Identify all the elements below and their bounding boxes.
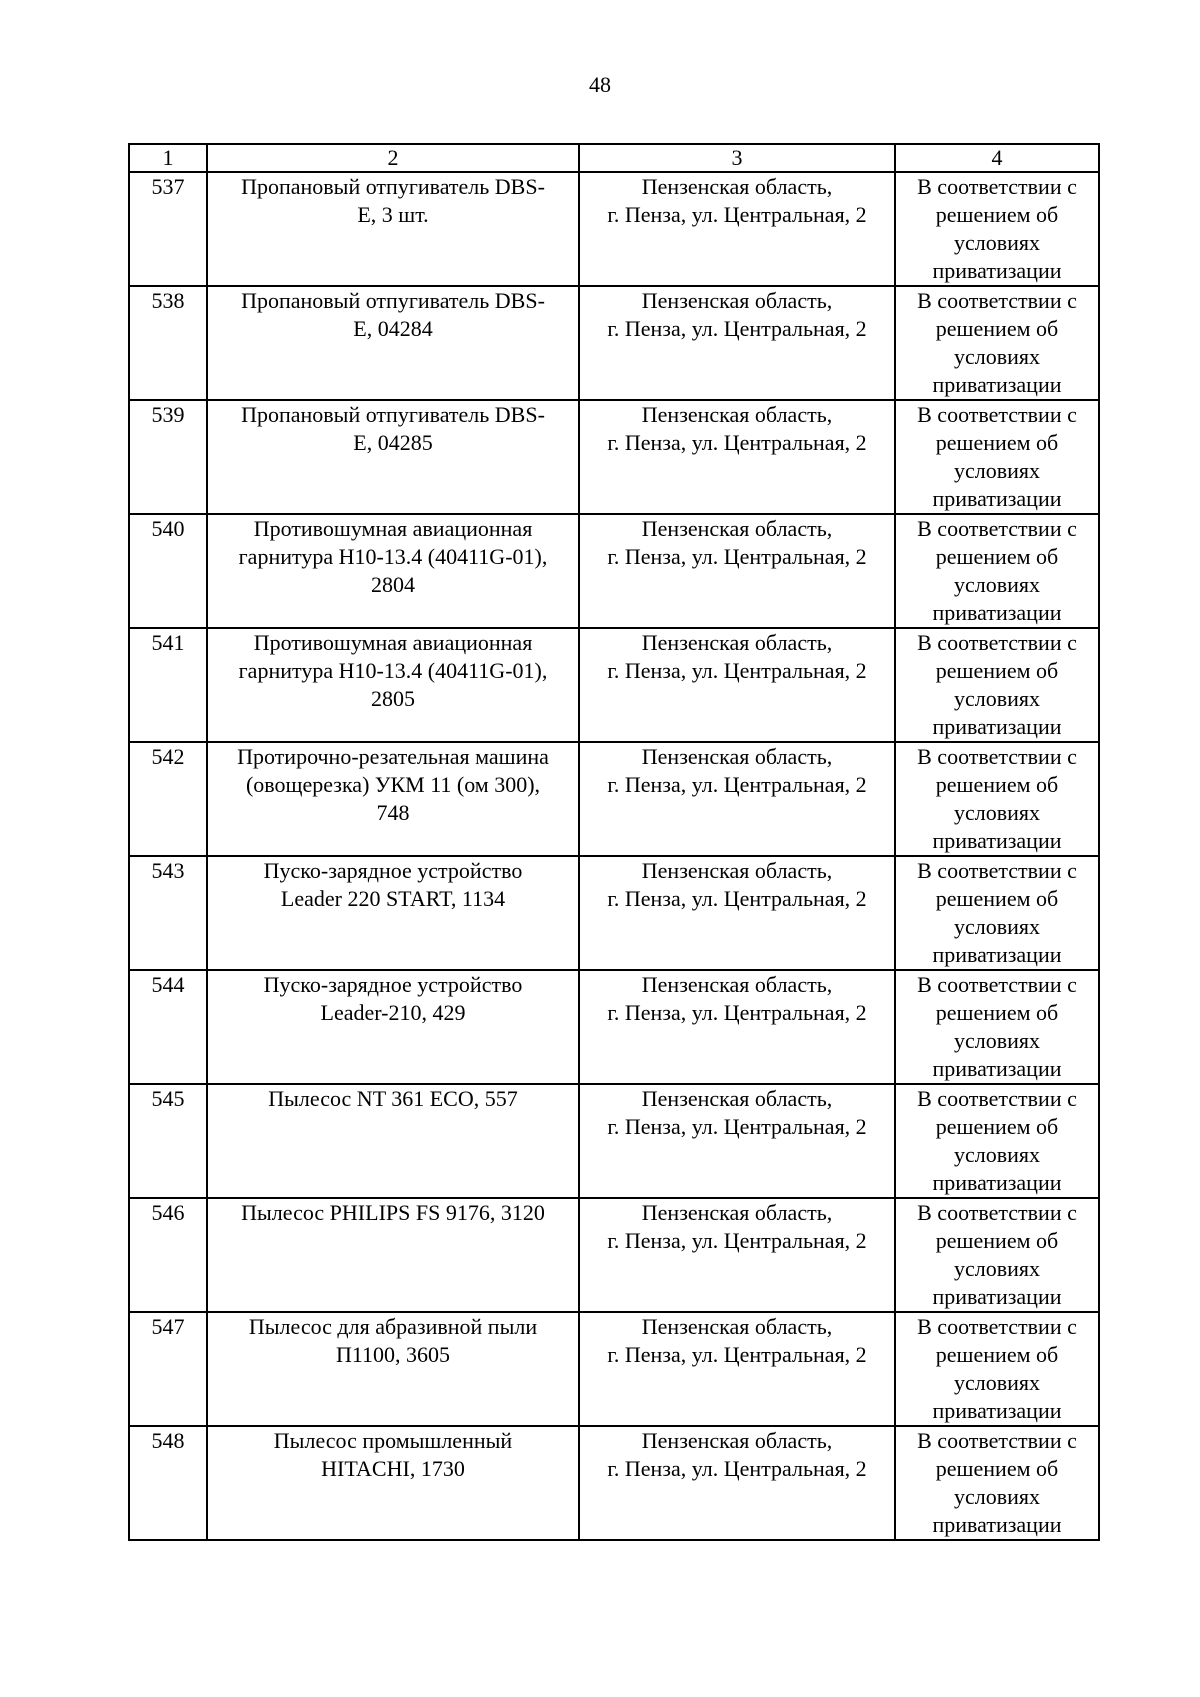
table-body xyxy=(129,172,1099,1540)
privatization-terms-line: В соответствии с xyxy=(917,630,1077,655)
item-name-line: (овощерезка) УКМ 11 (ом 300), xyxy=(245,772,541,797)
table-row xyxy=(129,742,1099,856)
row-number-cell: 542 xyxy=(129,742,207,856)
item-name-line: E, 04285 xyxy=(353,430,433,455)
item-name-line: Пропановый отпугиватель DBS- xyxy=(241,402,545,427)
privatization-terms-line: В соответствии с xyxy=(917,744,1077,769)
item-name-cell xyxy=(207,856,579,970)
item-name-line: гарнитура Н10-13.4 (40411G-01), xyxy=(238,544,548,569)
privatization-terms-line: В соответствии с xyxy=(917,174,1077,199)
address-line: г. Пенза, ул. Центральная, 2 xyxy=(607,658,867,683)
privatization-terms-cell xyxy=(895,742,1099,856)
privatization-terms-line: условиях xyxy=(953,344,1041,369)
item-name-line: HITACHI, 1730 xyxy=(321,1456,465,1481)
table-row xyxy=(129,628,1099,742)
address-line: г. Пенза, ул. Центральная, 2 xyxy=(607,1342,867,1367)
item-name-line: Leader 220 START, 1134 xyxy=(280,886,506,911)
address-line: г. Пенза, ул. Центральная, 2 xyxy=(607,544,867,569)
privatization-terms-line: решением об xyxy=(935,202,1059,227)
privatization-terms-cell xyxy=(895,400,1099,514)
item-name-line: П1100, 3605 xyxy=(335,1342,451,1367)
privatization-terms-line: приватизации xyxy=(932,714,1062,739)
address-line: г. Пенза, ул. Центральная, 2 xyxy=(607,1228,867,1253)
item-name-cell xyxy=(207,1426,579,1540)
privatization-terms-line: приватизации xyxy=(932,828,1062,853)
item-name-line: Противошумная авиационная xyxy=(253,630,533,655)
address-line: г. Пенза, ул. Центральная, 2 xyxy=(607,772,867,797)
privatization-terms-line: приватизации xyxy=(932,1170,1062,1195)
privatization-terms-line: решением об xyxy=(935,1342,1059,1367)
privatization-terms-cell xyxy=(895,970,1099,1084)
item-name-line: Пуско-зарядное устройство xyxy=(263,858,523,883)
privatization-terms-cell xyxy=(895,856,1099,970)
address-line: г. Пенза, ул. Центральная, 2 xyxy=(607,202,867,227)
item-name-line: E, 3 шт. xyxy=(357,202,429,227)
address-line: Пензенская область, xyxy=(641,288,833,313)
address-line: Пензенская область, xyxy=(641,1200,833,1225)
row-number-cell: 540 xyxy=(129,514,207,628)
privatization-terms-line: условиях xyxy=(953,686,1041,711)
header-cell-3: 3 xyxy=(579,144,895,172)
item-name-line: Пылесос для абразивной пыли xyxy=(248,1314,538,1339)
privatization-terms-line: приватизации xyxy=(932,1284,1062,1309)
address-line: г. Пенза, ул. Центральная, 2 xyxy=(607,1456,867,1481)
address-line: г. Пенза, ул. Центральная, 2 xyxy=(607,430,867,455)
privatization-terms-line: В соответствии с xyxy=(917,402,1077,427)
privatization-terms-line: решением об xyxy=(935,1114,1059,1139)
address-cell xyxy=(579,628,895,742)
header-row xyxy=(129,144,1099,172)
header-cell-2: 2 xyxy=(207,144,579,172)
item-name-cell xyxy=(207,400,579,514)
privatization-terms-line: В соответствии с xyxy=(917,972,1077,997)
address-line: Пензенская область, xyxy=(641,174,833,199)
privatization-terms-line: В соответствии с xyxy=(917,1200,1077,1225)
row-number-cell: 547 xyxy=(129,1312,207,1426)
item-name-line: гарнитура Н10-13.4 (40411G-01), xyxy=(238,658,548,683)
privatization-terms-line: условиях xyxy=(953,572,1041,597)
row-number-cell: 545 xyxy=(129,1084,207,1198)
row-number-cell: 548 xyxy=(129,1426,207,1540)
address-cell xyxy=(579,1198,895,1312)
row-number-cell: 539 xyxy=(129,400,207,514)
privatization-terms-line: условиях xyxy=(953,1142,1041,1167)
item-name-line: Пылесос NT 361 ECO, 557 xyxy=(268,1086,518,1111)
privatization-terms-line: условиях xyxy=(953,1370,1041,1395)
address-line: Пензенская область, xyxy=(641,516,833,541)
privatization-terms-line: решением об xyxy=(935,316,1059,341)
address-cell xyxy=(579,742,895,856)
address-cell xyxy=(579,856,895,970)
row-number-cell: 543 xyxy=(129,856,207,970)
privatization-terms-line: условиях xyxy=(953,230,1041,255)
table-row xyxy=(129,1312,1099,1426)
privatization-terms-line: приватизации xyxy=(932,942,1062,967)
privatization-terms-cell xyxy=(895,1084,1099,1198)
table-row xyxy=(129,400,1099,514)
address-line: Пензенская область, xyxy=(641,1314,833,1339)
address-cell xyxy=(579,1084,895,1198)
row-number-cell: 546 xyxy=(129,1198,207,1312)
address-cell xyxy=(579,1426,895,1540)
item-name-line: Пуско-зарядное устройство xyxy=(263,972,523,997)
table-row xyxy=(129,286,1099,400)
item-name-line: 2804 xyxy=(371,572,415,597)
item-name-line: E, 04284 xyxy=(353,316,433,341)
address-line: Пензенская область, xyxy=(641,972,833,997)
table-row xyxy=(129,1426,1099,1540)
privatization-terms-line: приватизации xyxy=(932,1056,1062,1081)
item-name-line: Противошумная авиационная xyxy=(253,516,533,541)
item-name-cell xyxy=(207,628,579,742)
address-line: г. Пенза, ул. Центральная, 2 xyxy=(607,316,867,341)
item-name-cell xyxy=(207,286,579,400)
address-cell xyxy=(579,172,895,286)
privatization-terms-line: условиях xyxy=(953,800,1041,825)
item-name-cell xyxy=(207,1084,579,1198)
item-name-cell xyxy=(207,1312,579,1426)
address-cell xyxy=(579,514,895,628)
privatization-terms-cell xyxy=(895,286,1099,400)
item-name-line: Пропановый отпугиватель DBS- xyxy=(241,174,545,199)
row-number-cell: 538 xyxy=(129,286,207,400)
item-name-line: Leader-210, 429 xyxy=(320,1000,466,1025)
row-number-cell: 541 xyxy=(129,628,207,742)
item-name-cell xyxy=(207,970,579,1084)
page-number: 48 xyxy=(589,72,611,97)
address-line: г. Пенза, ул. Центральная, 2 xyxy=(607,1114,867,1139)
item-name-cell xyxy=(207,742,579,856)
privatization-terms-line: приватизации xyxy=(932,600,1062,625)
address-line: г. Пенза, ул. Центральная, 2 xyxy=(607,886,867,911)
table-row xyxy=(129,856,1099,970)
privatization-terms-line: приватизации xyxy=(932,1398,1062,1423)
privatization-terms-line: решением об xyxy=(935,886,1059,911)
item-name-cell xyxy=(207,514,579,628)
address-line: г. Пенза, ул. Центральная, 2 xyxy=(607,1000,867,1025)
item-name-line: 748 xyxy=(376,800,410,825)
privatization-terms-cell xyxy=(895,1312,1099,1426)
table-row xyxy=(129,1084,1099,1198)
table-row xyxy=(129,970,1099,1084)
privatization-terms-line: В соответствии с xyxy=(917,288,1077,313)
property-table xyxy=(128,143,1100,1541)
address-cell xyxy=(579,286,895,400)
privatization-terms-line: В соответствии с xyxy=(917,1086,1077,1111)
privatization-terms-line: решением об xyxy=(935,1228,1059,1253)
address-cell xyxy=(579,970,895,1084)
item-name-line: 2805 xyxy=(371,686,415,711)
privatization-terms-line: условиях xyxy=(953,458,1041,483)
privatization-terms-line: решением об xyxy=(935,1456,1059,1481)
privatization-terms-line: условиях xyxy=(953,1028,1041,1053)
privatization-terms-line: приватизации xyxy=(932,372,1062,397)
item-name-cell xyxy=(207,1198,579,1312)
privatization-terms-line: приватизации xyxy=(932,258,1062,283)
privatization-terms-cell xyxy=(895,514,1099,628)
item-name-line: Пылесос промышленный xyxy=(273,1428,513,1453)
address-line: Пензенская область, xyxy=(641,402,833,427)
privatization-terms-line: приватизации xyxy=(932,1512,1062,1537)
header-cell-1: 1 xyxy=(129,144,207,172)
privatization-terms-cell xyxy=(895,628,1099,742)
privatization-terms-line: условиях xyxy=(953,1484,1041,1509)
address-line: Пензенская область, xyxy=(641,630,833,655)
privatization-terms-line: В соответствии с xyxy=(917,516,1077,541)
row-number-cell: 544 xyxy=(129,970,207,1084)
address-cell xyxy=(579,1312,895,1426)
item-name-line: Протирочно-резательная машина xyxy=(237,744,549,769)
privatization-terms-cell xyxy=(895,1426,1099,1540)
table-row xyxy=(129,1198,1099,1312)
item-name-cell xyxy=(207,172,579,286)
privatization-terms-line: В соответствии с xyxy=(917,858,1077,883)
address-line: Пензенская область, xyxy=(641,1428,833,1453)
privatization-terms-line: условиях xyxy=(953,1256,1041,1281)
table-row xyxy=(129,172,1099,286)
address-line: Пензенская область, xyxy=(641,744,833,769)
address-cell xyxy=(579,400,895,514)
privatization-terms-line: решением об xyxy=(935,544,1059,569)
table-row xyxy=(129,514,1099,628)
privatization-terms-line: решением об xyxy=(935,658,1059,683)
privatization-terms-line: решением об xyxy=(935,1000,1059,1025)
privatization-terms-line: В соответствии с xyxy=(917,1314,1077,1339)
item-name-line: Пропановый отпугиватель DBS- xyxy=(241,288,545,313)
privatization-terms-line: В соответствии с xyxy=(917,1428,1077,1453)
privatization-terms-cell xyxy=(895,1198,1099,1312)
privatization-terms-cell xyxy=(895,172,1099,286)
row-number-cell: 537 xyxy=(129,172,207,286)
address-line: Пензенская область, xyxy=(641,1086,833,1111)
privatization-terms-line: решением об xyxy=(935,772,1059,797)
item-name-line: Пылесос PHILIPS FS 9176, 3120 xyxy=(241,1200,545,1225)
header-cell-4: 4 xyxy=(895,144,1099,172)
privatization-terms-line: решением об xyxy=(935,430,1059,455)
privatization-terms-line: приватизации xyxy=(932,486,1062,511)
privatization-terms-line: условиях xyxy=(953,914,1041,939)
address-line: Пензенская область, xyxy=(641,858,833,883)
